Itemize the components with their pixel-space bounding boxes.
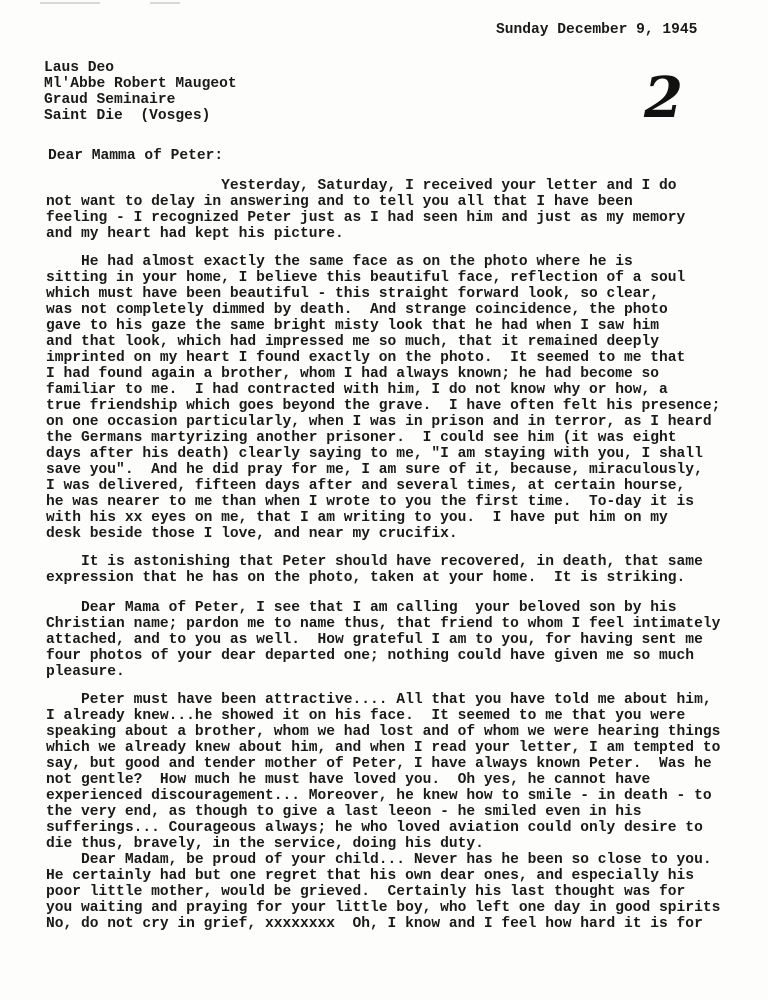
text-line: gave to his gaze the same bright misty look that he had when I saw him <box>46 318 660 334</box>
text-line: not gentle? How much he must have loved you. Oh yes, he cannot have <box>46 772 651 788</box>
text-line: He certainly had but one regret that his own dear ones, and especially his <box>46 868 695 884</box>
paragraph-3 <box>46 554 766 586</box>
paper-smudge <box>150 2 180 4</box>
paragraph-5 <box>46 692 766 852</box>
text-line: you waiting and praying for your little boy, who left one day in good spirits <box>46 900 721 916</box>
text-line: true friendship which goes beyond the grave. I have often felt his presence; <box>46 398 721 414</box>
text-line: I already knew...he showed it on his face. It seemed to me that you were <box>46 708 686 724</box>
text-line: he was nearer to me than when I wrote to you the first time. To-day it is <box>46 494 695 510</box>
text-line: and my heart had kept his picture. <box>46 226 344 242</box>
text-line: expression that he has on the photo, taken at your home. It is striking. <box>46 570 686 586</box>
text-line: Dear Madam, be proud of your child... Never has he been so close to you. <box>46 852 712 868</box>
text-line: with his xx eyes on me, that I am writing to you. I have put him on my <box>46 510 668 526</box>
letter-date: Sunday December 9, 1945 <box>496 22 698 38</box>
paper-smudge <box>40 2 100 4</box>
text-line: attached, and to you as well. How grateful I am to you, for having sent me <box>46 632 703 648</box>
text-line: the Germans martyrizing another prisoner. I could see him (it was eight <box>46 430 677 446</box>
sender-address-block <box>44 60 237 124</box>
address-line: Laus Deo <box>44 60 115 76</box>
text-line: It is astonishing that Peter should have recovered, in death, that same <box>46 554 703 570</box>
handwritten-page-number: 2 <box>644 65 683 131</box>
text-line: familiar to me. I had contracted with him, I do not know why or how, a <box>46 382 668 398</box>
text-line: Dear Mama of Peter, I see that I am calling your beloved son by his <box>46 600 677 616</box>
text-line: speaking about a brother, whom we had lost and of whom we were hearing things <box>46 724 721 740</box>
salutation: Dear Mamma of Peter: <box>48 148 224 164</box>
paragraph-4 <box>46 600 766 680</box>
text-line: I was delivered, fifteen days after and several times, at certain hourse, <box>46 478 686 494</box>
text-line: on one occasion particularly, when I was in prison and in terror, as I heard <box>46 414 712 430</box>
text-line: Christian name; pardon me to name thus, that friend to whom I feel intimately <box>46 616 721 632</box>
text-line: Yesterday, Saturday, I received your letter and I do <box>46 178 677 194</box>
text-line: Peter must have been attractive.... All that you have told me about him, <box>46 692 712 708</box>
paragraph-2 <box>46 254 766 542</box>
text-line: die thus, bravely, in the service, doing his duty. <box>46 836 484 852</box>
text-line: experienced discouragement... Moreover, he knew how to smile - in death - to <box>46 788 712 804</box>
text-line: save you". And he did pray for me, I am sure of it, because, miraculously, <box>46 462 703 478</box>
paragraph-6 <box>46 852 766 932</box>
paragraph-1 <box>46 178 766 242</box>
text-line: four photos of your dear departed one; nothing could have given me so much <box>46 648 695 664</box>
text-line: No, do not cry in grief, xxxxxxxx Oh, I know and I feel how hard it is for <box>46 916 703 932</box>
text-line: and that look, which had impressed me so much, that it remained deeply <box>46 334 660 350</box>
text-line: not want to delay in answering and to tell you all that I have been <box>46 194 633 210</box>
text-line: He had almost exactly the same face as on the photo where he is <box>46 254 633 270</box>
address-line: Ml'Abbe Robert Maugeot <box>44 76 237 92</box>
text-line: poor little mother, would be grieved. Certainly his last thought was for <box>46 884 686 900</box>
text-line: imprinted on my heart I found exactly on the photo. It seemed to me that <box>46 350 686 366</box>
address-line: Saint Die (Vosges) <box>44 108 211 124</box>
text-line: pleasure. <box>46 664 125 680</box>
text-line: the very end, as though to give a last leeon - he smiled even in his <box>46 804 642 820</box>
text-line: which we already knew about him, and when I read your letter, I am tempted to <box>46 740 721 756</box>
text-line: was not completely dimmed by death. And strange coincidence, the photo <box>46 302 668 318</box>
text-line: sitting in your home, I believe this beautiful face, reflection of a soul <box>46 270 686 286</box>
text-line: I had found again a brother, whom I had always known; he had become so <box>46 366 660 382</box>
text-line: say, but good and tender mother of Peter, I have always known Peter. Was he <box>46 756 712 772</box>
text-line: days after his death) clearly saying to me, "I am staying with you, I shall <box>46 446 703 462</box>
text-line: desk beside those I love, and near my crucifix. <box>46 526 458 542</box>
text-line: which must have been beautiful - this straight forward look, so clear, <box>46 286 660 302</box>
text-line: sufferings... Courageous always; he who loved aviation could only desire to <box>46 820 703 836</box>
address-line: Graud Seminaire <box>44 92 176 108</box>
text-line: feeling - I recognized Peter just as I had seen him and just as my memory <box>46 210 686 226</box>
